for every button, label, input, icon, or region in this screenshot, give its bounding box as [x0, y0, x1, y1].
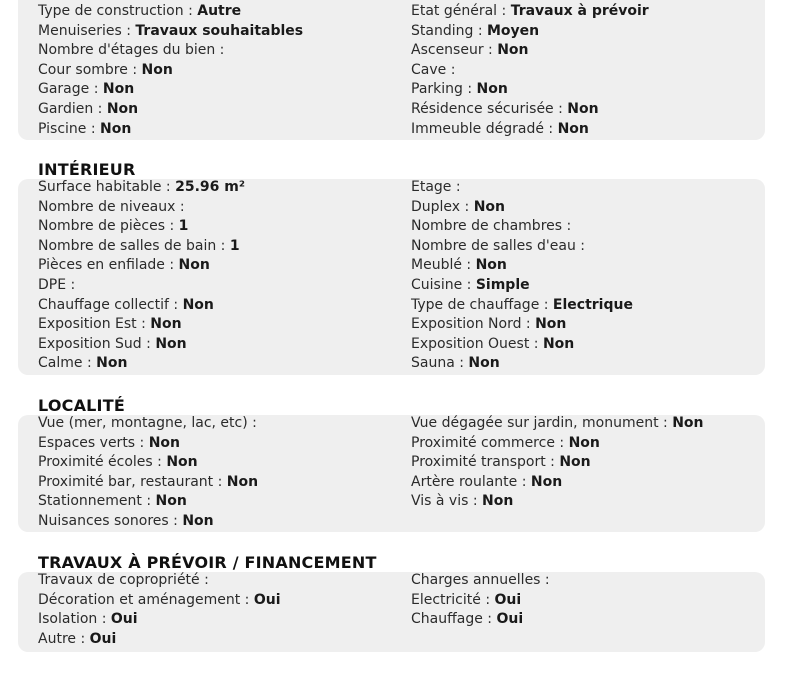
field-label: Standing : — [411, 22, 487, 39]
field-label: Cour sombre : — [38, 61, 142, 78]
field-label: Etat général : — [411, 3, 511, 19]
field-piscine — [38, 120, 131, 140]
field-label: Nombre de pièces : — [38, 218, 179, 235]
field-exposition-sud — [38, 335, 187, 355]
field-label: Chauffage : — [411, 611, 497, 628]
field-value: Non — [559, 454, 591, 471]
field-vue-mer-montagne-lac-etc — [38, 414, 257, 434]
field-value: Non — [226, 473, 259, 490]
field-label: Ascenseur : — [411, 42, 498, 59]
field-label: Nombre de salles d'eau : — [411, 237, 586, 254]
field-label: Résidence sécurisée : — [411, 101, 568, 117]
field-label: Vue dégagée sur jardin, monument : — [411, 415, 673, 431]
section-title-travaux-a-prevoir-financement: TRAVAUX À PRÉVOIR / FINANCEMENT — [38, 553, 377, 572]
field-sauna — [411, 354, 500, 374]
field-value: Non — [182, 513, 214, 529]
field-ascenseur — [411, 41, 529, 61]
field-label: Décoration et aménagement : — [38, 591, 254, 608]
field-meuble — [411, 256, 507, 276]
field-menuiseries — [38, 22, 303, 42]
field-electricite — [411, 591, 521, 611]
field-value: Non — [102, 81, 135, 98]
field-label: Exposition Ouest : — [411, 335, 543, 352]
field-exposition-nord — [411, 315, 566, 335]
field-label: Stationnement : — [38, 493, 156, 510]
field-label: DPE : — [38, 277, 76, 293]
field-nombre-de-niveaux — [38, 198, 185, 218]
field-value: Oui — [110, 611, 138, 628]
field-label: Nombre de salles de bain : — [38, 237, 230, 254]
field-type-de-construction — [38, 2, 241, 22]
field-label: Parking : — [411, 81, 477, 98]
field-label: Espaces verts : — [38, 434, 149, 451]
field-value: Non — [148, 434, 181, 451]
field-residence-securisee — [411, 100, 599, 120]
field-label: Vis à vis : — [411, 493, 483, 510]
field-label: Proximité transport : — [411, 454, 560, 471]
field-autre — [38, 630, 116, 650]
field-exposition-est — [38, 315, 182, 335]
field-value: Non — [141, 61, 173, 78]
field-value: Electrique — [552, 296, 633, 313]
field-travaux-de-copropriete — [38, 571, 209, 591]
field-label: Vue (mer, montagne, lac, etc) : — [38, 415, 257, 431]
field-label: Nombre d'étages du bien : — [38, 42, 225, 59]
field-label: Menuiseries : — [38, 22, 136, 39]
field-value: Simple — [475, 277, 530, 293]
field-value: Non — [473, 198, 506, 215]
field-label: Proximité écoles : — [38, 454, 167, 471]
field-charges-annuelles — [411, 571, 550, 591]
field-garage — [38, 80, 134, 100]
field-cour-sombre — [38, 61, 173, 81]
field-exposition-ouest — [411, 335, 574, 355]
field-value: 25.96 m² — [175, 179, 245, 195]
field-nuisances-sonores — [38, 512, 214, 532]
field-value: Non — [482, 493, 514, 510]
field-gardien — [38, 100, 138, 120]
field-value: Non — [567, 101, 599, 117]
field-immeuble-degrade — [411, 120, 589, 140]
field-standing — [411, 22, 539, 42]
field-label: Travaux de copropriété : — [38, 572, 209, 588]
field-etage — [411, 178, 461, 198]
field-value: Non — [568, 434, 600, 451]
field-label: Exposition Sud : — [38, 335, 156, 352]
field-label: Sauna : — [411, 355, 469, 372]
field-value: 1 — [229, 237, 240, 254]
field-dpe — [38, 276, 75, 296]
field-cuisine — [411, 276, 530, 296]
field-chauffage-collectif — [38, 296, 214, 316]
field-value: Non — [497, 42, 529, 59]
field-value: Non — [106, 101, 139, 117]
field-value: Non — [535, 316, 567, 333]
field-stationnement — [38, 492, 187, 512]
field-label: Immeuble dégradé : — [411, 120, 558, 137]
field-nombre-de-salles-de-bain — [38, 237, 240, 257]
field-label: Charges annuelles : — [411, 572, 550, 588]
field-label: Nuisances sonores : — [38, 513, 183, 529]
field-duplex — [411, 198, 505, 218]
field-value: Moyen — [486, 22, 540, 39]
field-decoration-et-amenagement — [38, 591, 281, 611]
field-label: Duplex : — [411, 198, 474, 215]
field-label: Garage : — [38, 81, 103, 98]
field-nombre-de-chambres — [411, 217, 571, 237]
field-isolation — [38, 610, 138, 630]
field-value: Non — [182, 296, 214, 313]
field-label: Meublé : — [411, 257, 476, 274]
field-value: Non — [542, 335, 575, 352]
field-proximite-ecoles — [38, 453, 198, 473]
field-value: Non — [100, 120, 132, 137]
field-value: Non — [672, 415, 704, 431]
field-value: Non — [166, 454, 198, 471]
field-label: Chauffage collectif : — [38, 296, 183, 313]
field-parking — [411, 80, 508, 100]
field-label: Proximité bar, restaurant : — [38, 473, 227, 490]
field-value: Travaux à prévoir — [510, 3, 649, 19]
field-label: Etage : — [411, 179, 461, 195]
field-label: Gardien : — [38, 101, 107, 117]
field-label: Pièces en enfilade : — [38, 257, 179, 274]
field-proximite-bar-restaurant — [38, 473, 258, 493]
field-label: Proximité commerce : — [411, 434, 569, 451]
field-value: Oui — [89, 630, 117, 647]
field-label: Calme : — [38, 355, 97, 372]
field-label: Cuisine : — [411, 277, 476, 293]
field-value: Non — [155, 493, 187, 510]
field-value: Non — [475, 257, 507, 274]
field-label: Autre : — [38, 630, 90, 647]
field-value: Non — [476, 81, 508, 98]
field-label: Nombre de niveaux : — [38, 198, 185, 215]
field-value: Travaux souhaitables — [135, 22, 304, 39]
section-title-localite: LOCALITÉ — [38, 396, 125, 415]
field-label: Exposition Nord : — [411, 316, 536, 333]
field-surface-habitable — [38, 178, 245, 198]
field-value: 1 — [178, 218, 189, 235]
field-label: Cave : — [411, 61, 456, 78]
field-etat-general — [411, 2, 649, 22]
field-espaces-verts — [38, 434, 180, 454]
field-label: Isolation : — [38, 611, 111, 628]
field-label: Piscine : — [38, 120, 101, 137]
field-vue-degagee-sur-jardin-monument — [411, 414, 704, 434]
field-label: Surface habitable : — [38, 179, 176, 195]
field-value: Non — [530, 473, 563, 490]
field-artere-roulante — [411, 473, 562, 493]
field-value: Non — [557, 120, 589, 137]
field-label: Nombre de chambres : — [411, 218, 572, 235]
field-cave — [411, 61, 455, 81]
field-chauffage — [411, 610, 523, 630]
field-proximite-transport — [411, 453, 591, 473]
field-vis-a-vis — [411, 492, 513, 512]
field-label: Exposition Est : — [38, 316, 151, 333]
field-value: Non — [96, 355, 128, 372]
field-value: Non — [178, 257, 210, 274]
field-type-de-chauffage — [411, 296, 633, 316]
field-value: Oui — [494, 591, 522, 608]
field-label: Type de construction : — [38, 3, 198, 19]
field-value: Non — [468, 355, 500, 372]
field-pieces-en-enfilade — [38, 256, 210, 276]
field-value: Oui — [496, 611, 524, 628]
field-calme — [38, 354, 127, 374]
field-label: Type de chauffage : — [411, 296, 553, 313]
field-label: Electricité : — [411, 591, 495, 608]
section-title-interieur: INTÉRIEUR — [38, 160, 136, 179]
field-label: Artère roulante : — [411, 473, 531, 490]
field-nombre-d-etages-du-bien — [38, 41, 224, 61]
field-value: Non — [150, 316, 182, 333]
field-value: Oui — [253, 591, 281, 608]
field-proximite-commerce — [411, 434, 600, 454]
field-value: Non — [155, 335, 187, 352]
field-nombre-de-pieces — [38, 217, 188, 237]
field-nombre-de-salles-d-eau — [411, 237, 585, 257]
field-value: Autre — [197, 3, 242, 19]
